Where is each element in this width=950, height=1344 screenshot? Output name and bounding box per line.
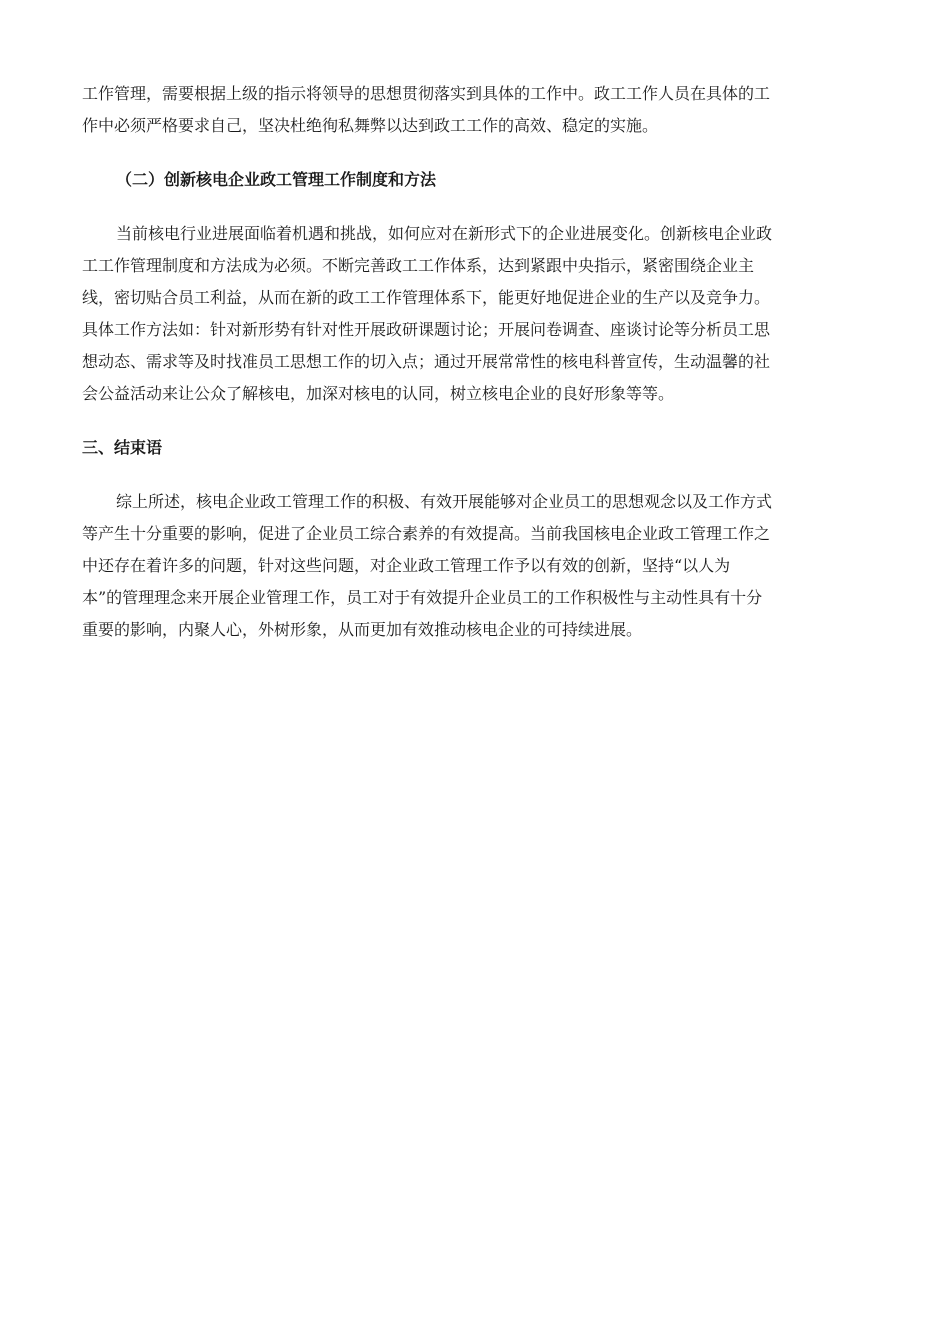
paragraph-line: 当前核电行业进展面临着机遇和挑战，如何应对在新形式下的企业进展变化。创新核电企业政 (116, 224, 773, 243)
paragraph-line: 作中必须严格要求自己，坚决杜绝徇私舞弊以达到政工工作的高效、稳定的实施。 (82, 116, 659, 135)
paragraph-line: 中还存在着许多的问题，针对这些问题，对企业政工管理工作予以有效的创新，坚持“以人为 (82, 556, 731, 575)
paragraph-line: 工作管理，需要根据上级的指示将领导的思想贯彻落实到具体的工作中。政工工作人员在具体的工 (82, 84, 771, 103)
document-page (82, 78, 862, 646)
conclusion-paragraph (82, 486, 862, 646)
paragraph-line: 重要的影响，内聚人心，外树形象，从而更加有效推动核电企业的可持续进展。 (82, 620, 643, 639)
section-heading: 三、结束语 (82, 438, 163, 457)
intro-paragraph (82, 78, 862, 142)
paragraph-line: 想动态、需求等及时找准员工思想工作的切入点；通过开展常常性的核电科普宣传，生动温馨的社 (82, 352, 771, 371)
paragraph-line: 具体工作方法如：针对新形势有针对性开展政研课题讨论；开展问卷调查、座谈讨论等分析员工思 (82, 320, 771, 339)
paragraph-line: 等产生十分重要的影响，促进了企业员工综合素养的有效提高。当前我国核电企业政工管理工作之 (82, 524, 771, 543)
subsection-heading: （二）创新核电企业政工管理工作制度和方法 (116, 170, 437, 189)
paragraph-line: 本”的管理理念来开展企业管理工作，员工对于有效提升企业员工的工作积极性与主动性具有十分 (82, 588, 763, 607)
paragraph-line: 线，密切贴合员工利益，从而在新的政工工作管理体系下，能更好地促进企业的生产以及竞争力。 (82, 288, 771, 307)
subsection-paragraph (82, 218, 862, 410)
paragraph-line: 综上所述，核电企业政工管理工作的积极、有效开展能够对企业员工的思想观念以及工作方式 (116, 492, 773, 511)
paragraph-line: 工工作管理制度和方法成为必须。不断完善政工工作体系，达到紧跟中央指示，紧密围绕企业主 (82, 256, 755, 275)
paragraph-line: 会公益活动来让公众了解核电，加深对核电的认同，树立核电企业的良好形象等等。 (82, 384, 675, 403)
